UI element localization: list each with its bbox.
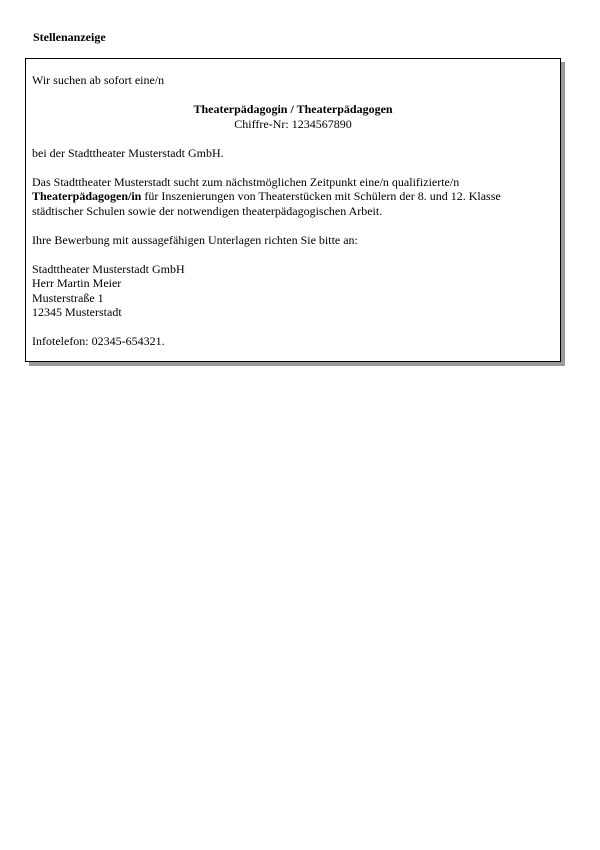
- application-prompt: Ihre Bewerbung mit aussagefähigen Unterlagen richten Sie bitte an:: [32, 232, 358, 247]
- ad-intro: Wir suchen ab sofort eine/n: [32, 73, 165, 87]
- address-contact: Herr Martin Meier: [32, 276, 122, 290]
- description-line-2-text: für Inszenierungen von Theaterstücken mit Schülern der 8. und 12. Klasse: [141, 189, 501, 203]
- reference-number: Chiffre-Nr: 1234567890: [234, 116, 352, 131]
- description-line-1: Das Stadttheater Musterstadt sucht zum nächstmöglichen Zeitpunkt eine/n qualifizierte/n: [32, 174, 460, 189]
- address-city: 12345 Musterstadt: [32, 305, 122, 319]
- employer-line: bei der Stadttheater Musterstadt GmbH.: [32, 145, 224, 160]
- address-company: Stadttheater Musterstadt GmbH: [32, 261, 185, 276]
- role-name: Theaterpädagogen/in: [32, 189, 142, 203]
- address-block: [32, 262, 554, 320]
- job-description: [32, 175, 554, 219]
- position-title: Theaterpädagogin / Theaterpädagogen: [193, 102, 393, 116]
- page-heading: Stellenanzeige: [33, 30, 106, 44]
- info-phone: Infotelefon: 02345-654321.: [32, 334, 165, 348]
- address-street: Musterstraße 1: [32, 290, 104, 305]
- description-line-2: [32, 189, 554, 204]
- ad-title-block: [32, 102, 554, 131]
- description-line-3: städtischer Schulen sowie der notwendigen theaterpädagogischen Arbeit.: [32, 203, 383, 218]
- job-ad-box: [25, 58, 561, 362]
